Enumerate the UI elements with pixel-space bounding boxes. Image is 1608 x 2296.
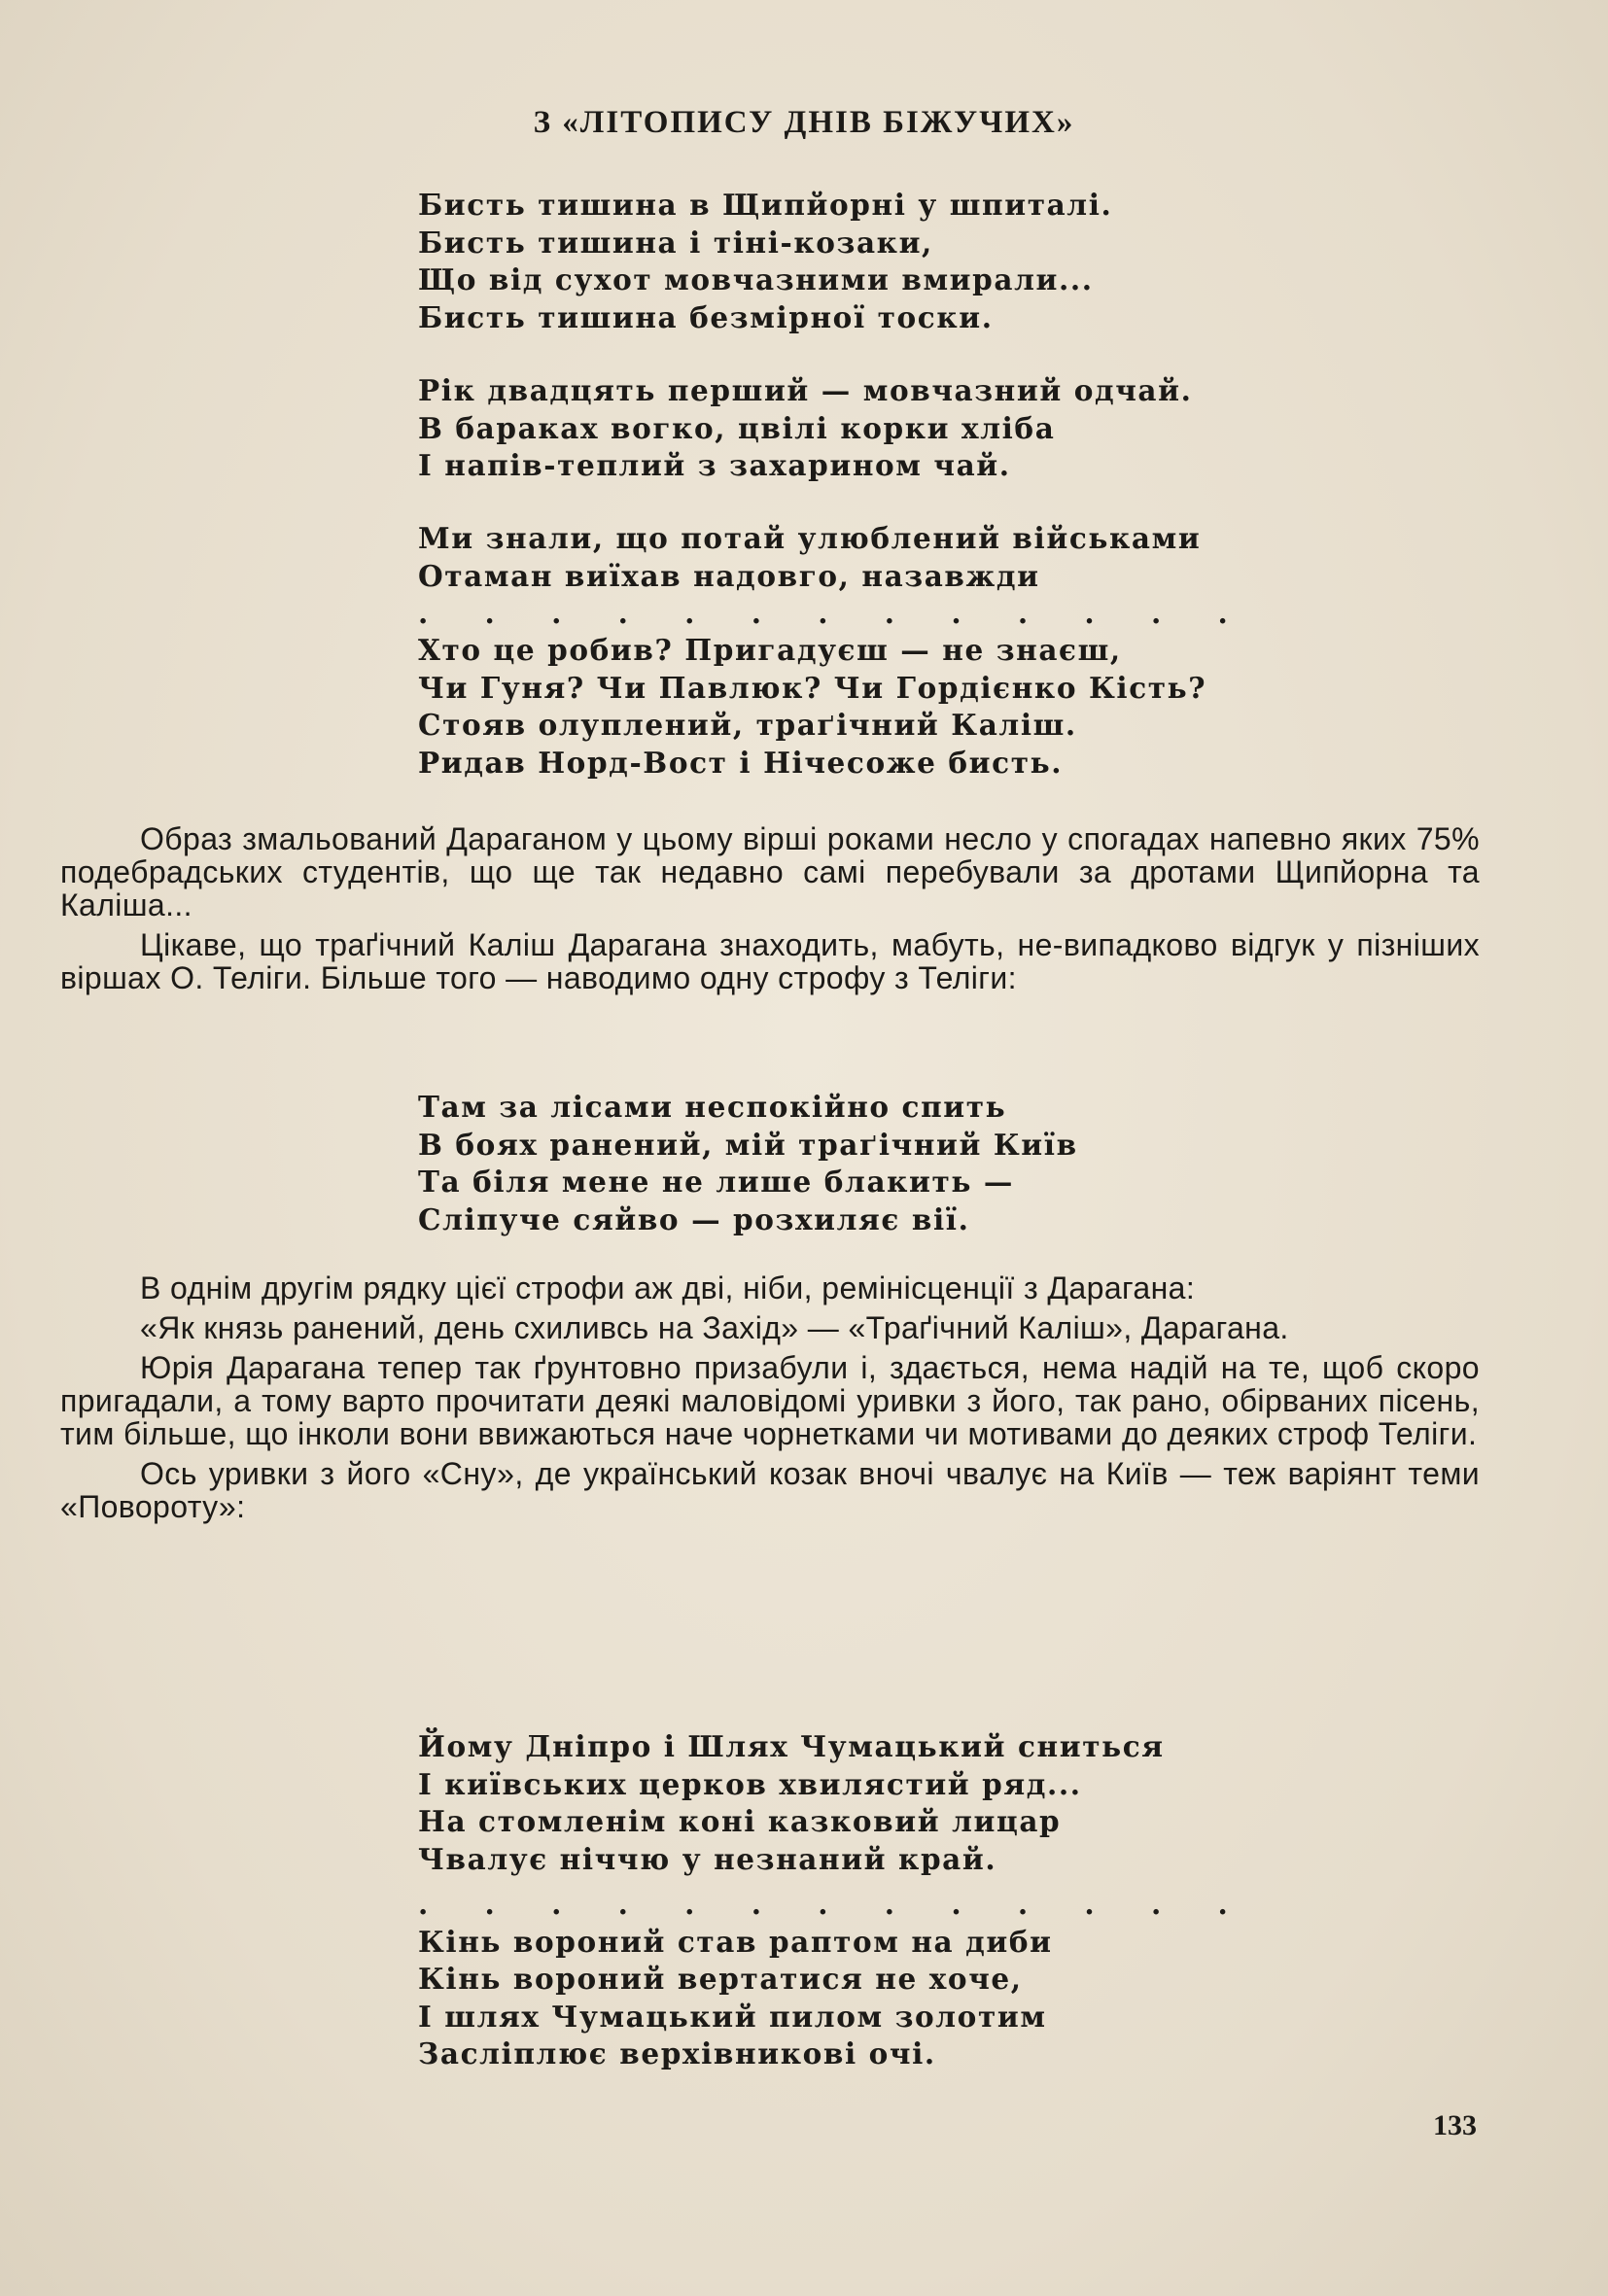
poem-litopys-stanza2 bbox=[418, 372, 1193, 485]
prose-block-2 bbox=[60, 1271, 1480, 1530]
page-title: З «ЛІТОПИСУ ДНІВ БІЖУЧИХ» bbox=[533, 105, 1075, 140]
verse-ellipsis: . . . . . . . . . . . . . bbox=[418, 1887, 1251, 1921]
page-number: 133 bbox=[1433, 2109, 1477, 2141]
poem-litopys bbox=[418, 187, 1112, 336]
verse-line: На стомленім коні казковий лицар bbox=[418, 1804, 1062, 1838]
verse-line: Рік двадцять перший — мовчазний одчай. bbox=[418, 373, 1193, 407]
paragraph: Ось уривки з його «Сну», де український козак вночі чвалує на Київ — теж варіянт теми «Повороту»: bbox=[60, 1456, 1480, 1524]
verse-ellipsis: . . . . . . . . . . . . . bbox=[418, 596, 1251, 630]
verse-line: Кінь вороний вертатися не хоче, bbox=[418, 1962, 1023, 1996]
verse-line: Що від сухот мовчазними вмирали... bbox=[418, 262, 1094, 296]
verse-line: В боях ранений, мій траґічний Київ bbox=[418, 1127, 1078, 1162]
verse-line: Бисть тишина безмірної тоски. bbox=[418, 299, 994, 334]
verse-line: В бараках вогко, цвілі корки хліба bbox=[418, 410, 1056, 445]
verse-line: І шлях Чумацький пилом золотим bbox=[418, 1999, 1047, 2034]
poem-son bbox=[418, 1728, 1251, 2073]
paragraph: Образ змальований Дараганом у цьому вірші роками несло у спогадах напевно яких 75% подебрадських студентів, що ще так недавно самі перебували за дротами Щипйорна та Каліша... bbox=[60, 821, 1480, 922]
verse-line: Засліплює верхівникові очі. bbox=[418, 2036, 936, 2070]
verse-line: Кінь вороний став раптом на диби bbox=[418, 1924, 1053, 1959]
poem-teliga bbox=[418, 1089, 1078, 1238]
verse-line: Хто це робив? Пригадуєш — не знаєш, bbox=[418, 633, 1122, 667]
verse-line: Ридав Норд-Вост і Нічесоже бисть. bbox=[418, 745, 1064, 780]
verse-line: Йому Дніпро і Шлях Чумацький сниться bbox=[418, 1729, 1165, 1763]
verse-line: Бисть тишина і тіні-козаки, bbox=[418, 225, 933, 260]
verse-line: Сліпуче сяйво — розхиляє вії. bbox=[418, 1201, 970, 1236]
prose-block-1 bbox=[60, 822, 1480, 1001]
verse-line: Стояв олуплений, траґічний Каліш. bbox=[418, 708, 1077, 742]
poem-litopys-stanza3 bbox=[418, 520, 1251, 633]
paragraph: Юрія Дарагана тепер так ґрунтовно призабули і, здається, нема надій на те, щоб скоро пригадали, а тому варто прочитати деякі маловідомі уривки з його, так рано, обірваних пісень, тим більше, що інколи вони ввижаються наче чорнетками чи мотивами до деяких строф Теліги. bbox=[60, 1350, 1480, 1451]
paragraph: «Як князь ранений, день схиливсь на Захід» — «Траґічний Каліш», Дарагана. bbox=[140, 1310, 1289, 1345]
verse-line: Бисть тишина в Щипйорні у шпиталі. bbox=[418, 188, 1113, 222]
verse-line: І київських церков хвилястий ряд... bbox=[418, 1766, 1082, 1801]
verse-line: Ми знали, що потай улюблений військами bbox=[418, 521, 1202, 555]
paragraph: В однім другім рядку цієї строфи аж дві, ніби, ремінісценції з Дарагана: bbox=[140, 1270, 1196, 1305]
verse-line: Отаман виїхав надовго, назавжди bbox=[418, 558, 1040, 593]
paragraph: Цікаве, що траґічний Каліш Дарагана знаходить, мабуть, не-випадково відгук у пізніших віршах О. Теліги. Більше того — наводимо одну строфу з Теліги: bbox=[60, 927, 1480, 995]
poem-litopys-stanza4 bbox=[418, 632, 1206, 782]
verse-line: І напів-теплий з захарином чай. bbox=[418, 448, 1011, 482]
verse-line: Чвалує ніччю у незнаний край. bbox=[418, 1841, 997, 1876]
verse-line: Там за лісами неспокійно спить bbox=[418, 1090, 1007, 1124]
verse-line: Чи Гуня? Чи Павлюк? Чи Гордієнко Кість? bbox=[418, 670, 1207, 705]
verse-line: Та біля мене не лише блакить — bbox=[418, 1165, 1015, 1199]
